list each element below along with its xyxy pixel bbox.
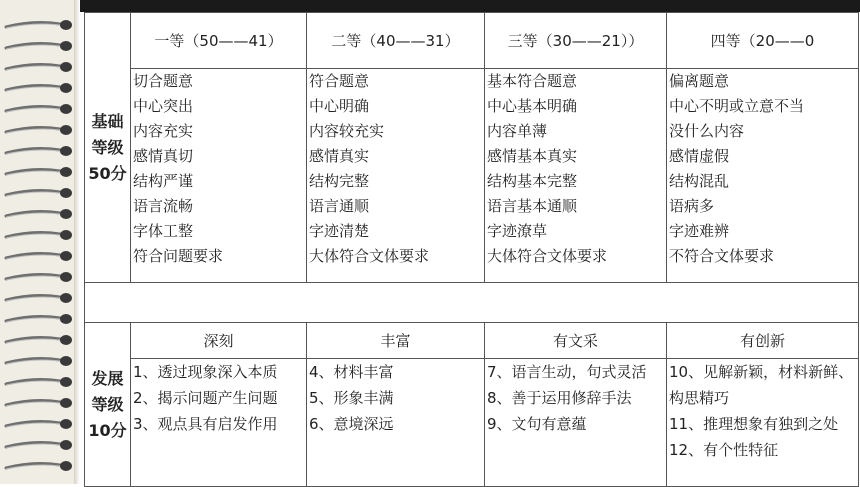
innovation-header: 有创新 (667, 323, 859, 359)
basic-criteria-row (85, 69, 859, 283)
spiral-ring (4, 228, 74, 242)
grading-rubric-table (84, 12, 859, 487)
blank-separator-row (85, 283, 859, 323)
spiral-ring (4, 186, 74, 200)
grade-4-criteria: 偏离题意 中心不明或立意不当 没什么内容 感情虚假 结构混乱 语病多 字迹难辨 不符合文体要求 (667, 69, 859, 283)
basic-header-row (85, 13, 859, 69)
top-dark-bar (0, 0, 860, 12)
spiral-ring (4, 333, 74, 347)
grade-2-criteria: 符合题意 中心明确 内容较充实 感情真实 结构完整 语言通顺 字迹清楚 大体符合文体要求 (307, 69, 485, 283)
spiral-ring (4, 417, 74, 431)
spiral-ring (4, 396, 74, 410)
literary-grace-header: 有文采 (485, 323, 667, 359)
richness-criteria: 4、材料丰富 5、形象丰满 6、意境深远 (307, 359, 485, 487)
spiral-ring (4, 459, 74, 473)
spiral-ring (4, 207, 74, 221)
spiral-ring (4, 81, 74, 95)
spiral-ring (4, 102, 74, 116)
spiral-ring (4, 312, 74, 326)
blank-cell (85, 283, 859, 323)
grade-1-header: 一等（50——41） (131, 13, 307, 69)
spiral-ring (4, 123, 74, 137)
grade-4-header: 四等（20——0 (667, 13, 859, 69)
spiral-ring (4, 249, 74, 263)
spiral-ring (4, 291, 74, 305)
literary-grace-criteria: 7、语言生动，句式灵活 8、善于运用修辞手法 9、文句有意蕴 (485, 359, 667, 487)
basic-level-label: 基础 等级 50分 (85, 13, 131, 283)
spiral-ring (4, 270, 74, 284)
spiral-ring (4, 39, 74, 53)
spiral-ring (4, 375, 74, 389)
development-header-row (85, 323, 859, 359)
development-criteria-row (85, 359, 859, 487)
spiral-ring (4, 18, 74, 32)
binding-edge (74, 0, 80, 484)
depth-header: 深刻 (131, 323, 307, 359)
spiral-ring (4, 354, 74, 368)
spiral-ring (4, 165, 74, 179)
richness-header: 丰富 (307, 323, 485, 359)
spiral-binding (0, 0, 80, 484)
grade-2-header: 二等（40——31） (307, 13, 485, 69)
depth-criteria: 1、透过现象深入本质 2、揭示问题产生问题 3、观点具有启发作用 (131, 359, 307, 487)
spiral-ring (4, 60, 74, 74)
grade-3-criteria: 基本符合题意 中心基本明确 内容单薄 感情基本真实 结构基本完整 语言基本通顺 字迹潦草 大体符合文体要求 (485, 69, 667, 283)
spiral-ring (4, 438, 74, 452)
innovation-criteria: 10、见解新颖，材料新鲜、构思精巧 11、推理想象有独到之处 12、有个性特征 (667, 359, 859, 487)
spiral-ring (4, 144, 74, 158)
grade-1-criteria: 切合题意 中心突出 内容充实 感情真切 结构严谨 语言流畅 字体工整 符合问题要求 (131, 69, 307, 283)
grade-3-header: 三等（30——21）） (485, 13, 667, 69)
development-level-label: 发展 等级 10分 (85, 323, 131, 487)
